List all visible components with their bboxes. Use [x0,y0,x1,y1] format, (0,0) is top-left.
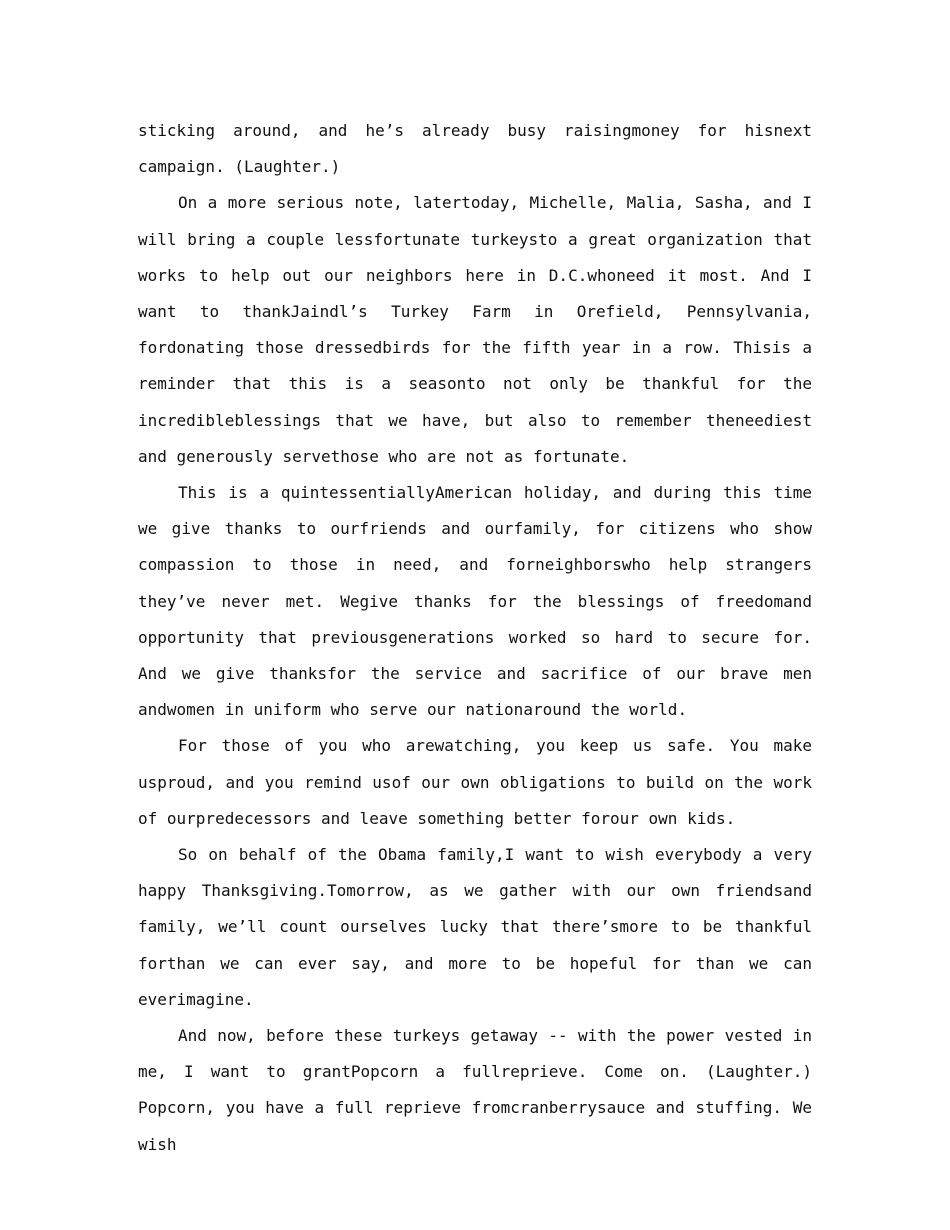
paragraph-3: This is a quintessentiallyAmerican holiday, and during this time we give thanks to ourfriends and ourfamily, for citizens who show compassion to those in need, and forneighborswho help strangers they’ve never met. Wegive thanks for the blessings of freedomand opportunity that previousgenerations worked so hard to secure for. And we give thanksfor the service and sacrifice of our brave men andwomen in uniform who serve our nationaround the world. [138,483,812,720]
document-body [138,113,812,1163]
paragraph-5: So on behalf of the Obama family,I want to wish everybody a very happy Thanksgiving.Tomorrow, as we gather with our own friendsand family, we’ll count ourselves lucky that there’smore to be thankful forthan we can ever say, and more to be hopeful for than we can everimagine. [138,845,812,1009]
paragraph-2: On a more serious note, latertoday, Michelle, Malia, Sasha, and I will bring a couple lessfortunate turkeysto a great organization that works to help out our neighbors here in D.C.whoneed it most. And I want to thankJaindl’s Turkey Farm in Orefield, Pennsylvania, fordonating those dressedbirds for the fifth year in a row. Thisis a reminder that this is a seasonto not only be thankful for the incredibleblessings that we have, but also to remember theneediest and generously servethose who are not as fortunate. [138,193,812,466]
paragraph-1: sticking around, and he’s already busy raisingmoney for hisnext campaign. (Laughter.) [138,121,812,177]
paragraph-6: And now, before these turkeys getaway -- with the power vested in me, I want to grantPopcorn a fullreprieve. Come on. (Laughter.) Popcorn, you have a full reprieve fromcranberrysauce and stuffing. We wish [138,1026,812,1154]
paragraph-4: For those of you who arewatching, you keep us safe. You make usproud, and you remind usof our own obligations to build on the work of ourpredecessors and leave something better forour own kids. [138,736,812,828]
